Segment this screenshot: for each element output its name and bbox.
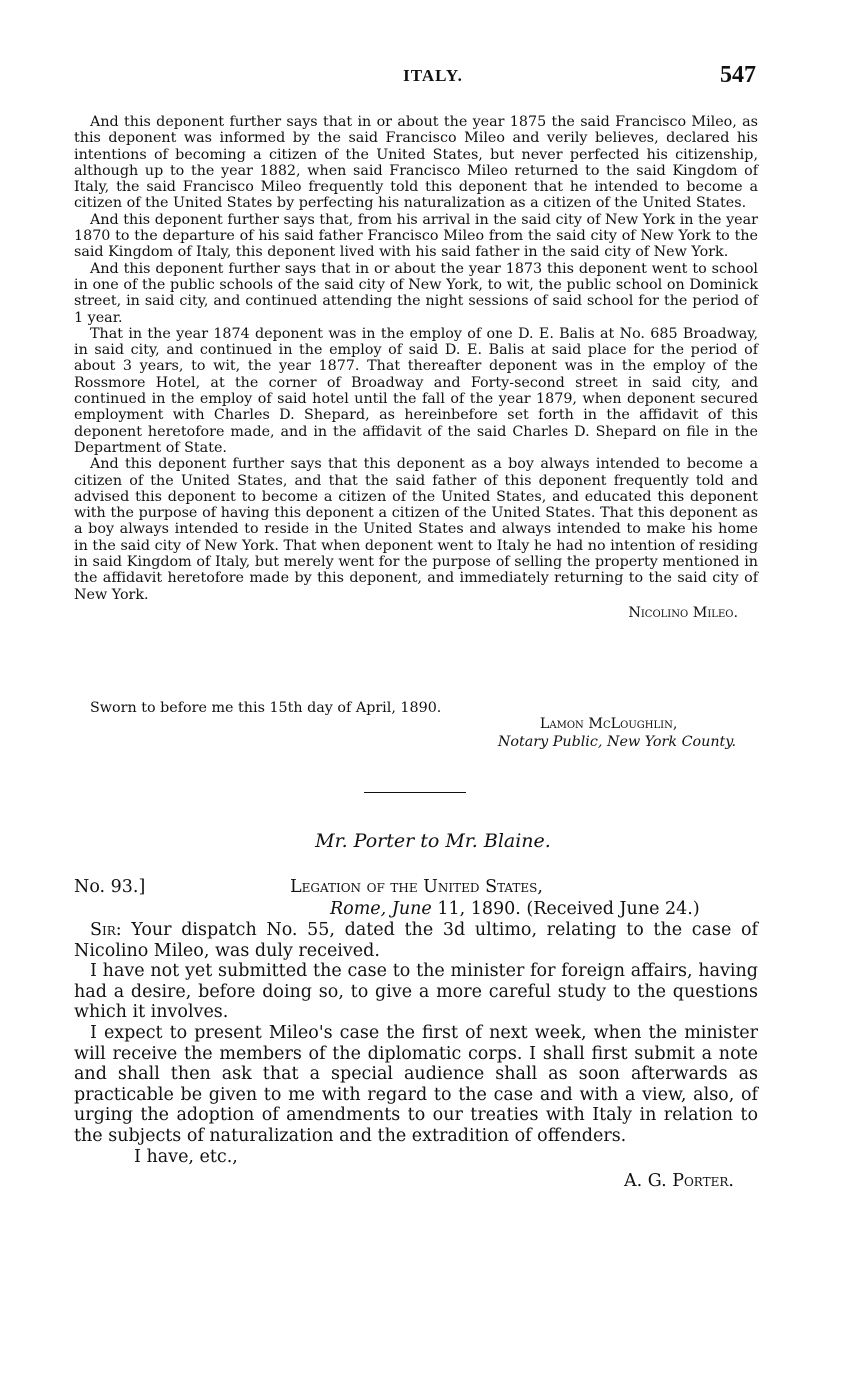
- letter-paragraph: I expect to present Mileo's case the first of next week, when the minister will receive the members of the diplomatic corps. I shall first submit a note and shall then ask that a special audience shall as soon afterwards as practicable be given to me with regard to the case and with a view, also, of urging the adoption of amendments to our treaties with Italy in relation to the subjects of naturalization and the extradition of offenders.: [74, 1022, 758, 1146]
- received-note: (Received June 24.): [526, 899, 700, 919]
- affidavit-paragraph: And this deponent further says that in or about the year 1875 the said Francisco Mileo, as this deponent was informed by the said Francisco Mileo and verily believes, declared his intentions of becoming a citizen of the United States, but never perfected his citizenship, although up to the year 1882, when said Francisco Mileo returned to the said Kingdom of Italy, the said Francisco Mileo frequently told this deponent that he intended to become a citizen of the United States by perfecting his naturalization as a citizen of the United States.: [74, 114, 758, 212]
- letter-paragraph: I have not yet submitted the case to the minister for foreign affairs, having had a desire, before doing so, to give a more careful study to the questions which it involves.: [74, 961, 758, 1023]
- deponent-signature: Nicolino Mileo.: [628, 604, 738, 621]
- page-number: 547: [720, 62, 756, 88]
- date-line: [330, 898, 700, 920]
- letter-heading: Mr. Porter to Mr. Blaine.: [315, 830, 551, 852]
- notary-title: Notary Public, New York County.: [497, 734, 736, 750]
- affidavit-paragraph: And this deponent further says that in or about the year 1873 this deponent went to school in one of the public schools of the said city of New York, to wit, the public school on Dominick street, in said city, and continued attending the night sessions of said school for the period of 1 year.: [74, 260, 758, 326]
- affidavit-text: [74, 114, 758, 621]
- affidavit-paragraph: And this deponent further says that, from his arrival in the said city of New York in the year 1870 to the departure of his said father Francisco Mileo from the said city of New York to the said Kingdom of Italy, this deponent lived with his said father in the said city of New York.: [74, 211, 758, 261]
- affidavit-paragraph: And this deponent further says that this deponent as a boy always intended to become a citizen of the United States, and that the said father of this deponent frequently told and advised this deponent to become a citizen of the United States, and educated this deponent with the purpose of having this deponent a citizen of the United States. That this deponent as a boy always intended to reside in the United States and always intended to make his home in the said city of New York. That when deponent went to Italy he had no intention of residing in said Kingdom of Italy, but merely went for the purpose of selling the property mentioned in the affidavit heretofore made by this deponent, and immediately returning to the said city of New York.: [74, 456, 758, 603]
- letter-paragraph: [74, 920, 758, 961]
- letter-paragraph-text: Your dispatch No. 55, dated the 3d ultimo, relating to the case of Nicolino Mileo, was duly received.: [74, 920, 758, 961]
- letter-closing: I have, etc.,: [134, 1146, 238, 1167]
- running-head: [0, 62, 866, 94]
- letter-signature: A. G. Porter.: [623, 1171, 734, 1192]
- letter-body: [74, 920, 758, 1192]
- section-divider: [364, 792, 466, 793]
- salutation: Sir:: [90, 920, 122, 940]
- affidavit-paragraph: That in the year 1874 deponent was in the employ of one D. E. Balis at No. 685 Broadway, in said city, and continued in the employ of said D. E. Balis at said place for the period of about 3 years, to wit, the year 1877. That thereafter deponent was in the employ of the Rossmore Hotel, at the corner of Broadway and Forty-second street in said city, and continued in the employ of said hotel until the fall of the year 1879, when deponent secured employment with Charles D. Shepard, as hereinbefore set forth in the affidavit of this deponent heretofore made, and in the affidavit of the said Charles D. Shepard on file in the Department of State.: [74, 325, 758, 456]
- notary-block: [498, 715, 736, 751]
- letter-month: June: [391, 899, 432, 919]
- dispatch-number: No. 93.]: [74, 877, 146, 897]
- letter-place: Rome,: [330, 899, 387, 919]
- sworn-statement: Sworn to before me this 15th day of April, 1890.: [90, 700, 442, 716]
- running-title: ITALY.: [403, 66, 463, 85]
- letter-date: 11, 1890.: [437, 899, 521, 919]
- legation-line: Legation of the United States,: [290, 877, 543, 897]
- notary-name: Lamon McLoughlin,: [539, 716, 678, 732]
